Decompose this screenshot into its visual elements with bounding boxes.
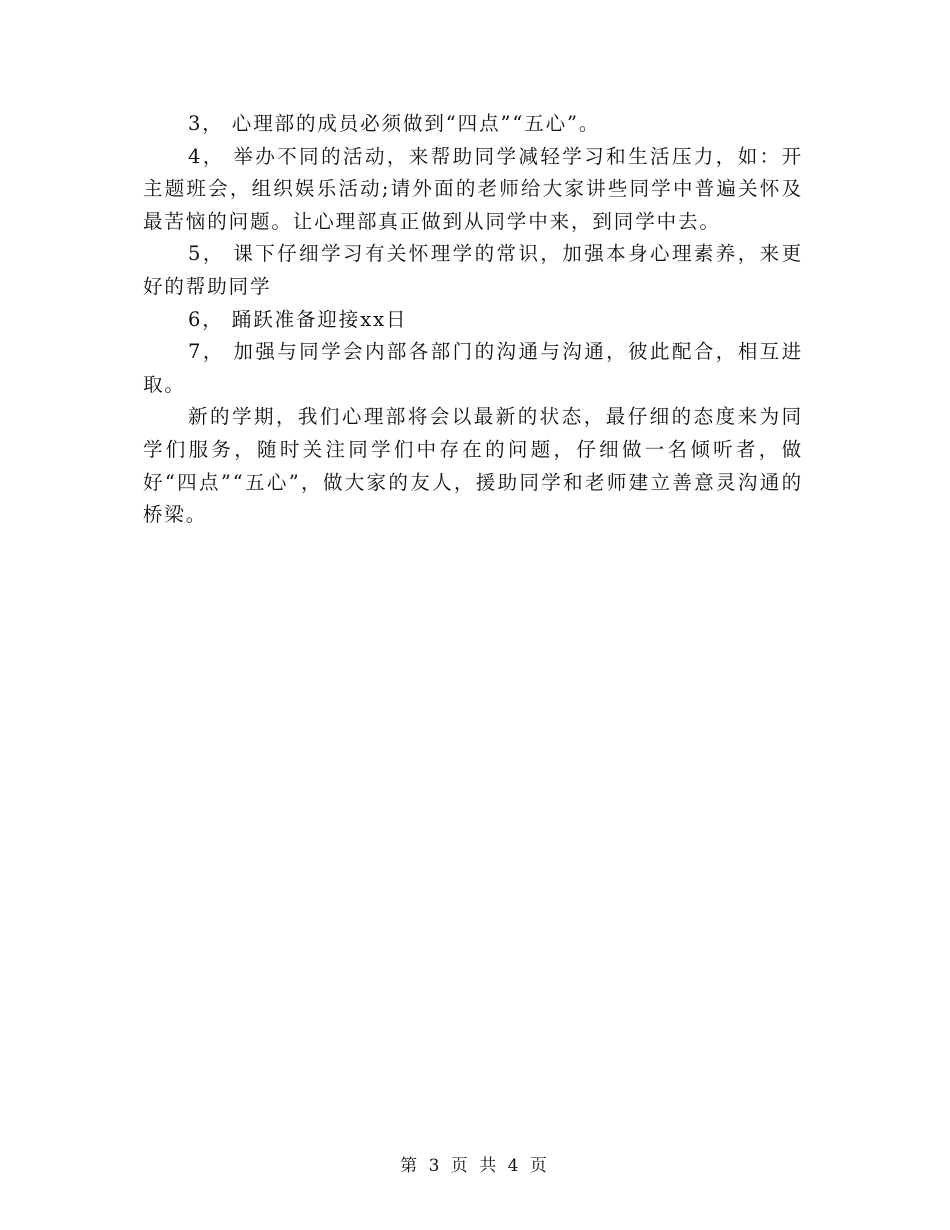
page-number-footer: 第 3 页 共 4 页 xyxy=(400,1156,550,1176)
paragraph-item-7: 7， 加强与同学会内部各部门的沟通与沟通，彼此配合，相互进取。 xyxy=(143,340,803,396)
paragraph-item-4: 4， 举办不同的活动，来帮助同学减轻学习和生活压力，如：开主题班会，组织娱乐活动;请外面的老师给大家讲些同学中普遍关怀及最苦恼的问题。让心理部真正做到从同学中来，到同学中去。 xyxy=(143,144,803,233)
paragraph-item-6: 6， 踊跃准备迎接xx日 xyxy=(188,307,408,331)
document-body xyxy=(143,108,803,532)
paragraph-item-5: 5， 课下仔细学习有关怀理学的常识，加强本身心理素养，来更好的帮助同学 xyxy=(143,242,803,298)
paragraph-item-3: 3， 心理部的成员必须做到“四点”“五心”。 xyxy=(188,112,601,135)
paragraph-closing: 新的学期，我们心理部将会以最新的状态，最仔细的态度来为同学们服务，随时关注同学们中存在的问题，仔细做一名倾听者，做好“四点”“五心”，做大家的友人，援助同学和老师建立善意灵沟通的桥梁。 xyxy=(143,405,803,527)
